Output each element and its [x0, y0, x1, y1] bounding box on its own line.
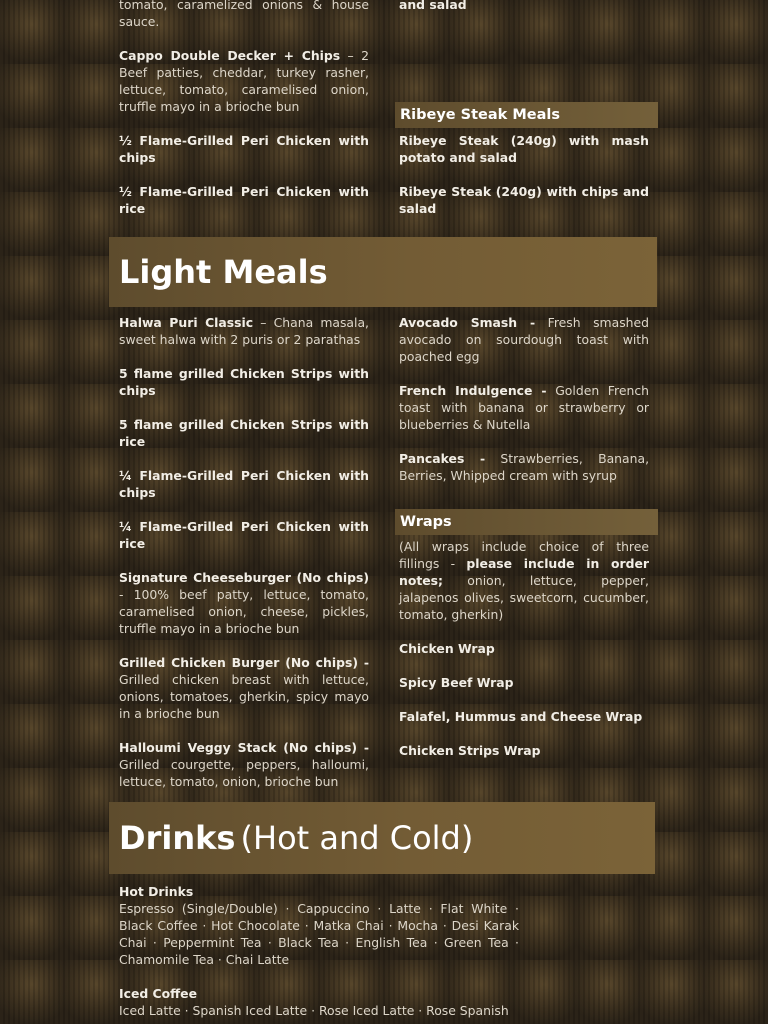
menu-item — [119, 518, 369, 552]
section-title-light-meals: Light Meals — [119, 253, 328, 291]
menu-item-name: 5 flame grilled Chicken Strips with chips — [119, 366, 369, 398]
menu-item — [119, 365, 369, 399]
menu-item-name: ¼ Flame-Grilled Peri Chicken with rice — [119, 519, 369, 551]
menu-item-name: Spicy Beef Wrap — [399, 675, 514, 690]
menu-item-name: Chicken Wrap — [399, 641, 495, 656]
section-title-drinks: Drinks — [119, 819, 236, 857]
menu-item-name: Halwa Puri Classic — [119, 315, 254, 330]
menu-item — [119, 654, 369, 722]
menu-item-name: Ribeye Steak (240g) with chips and salad — [399, 184, 649, 216]
menu-item — [399, 382, 649, 433]
menu-item-desc-fragment: tomato, caramelized onions & house sauce. — [119, 0, 369, 29]
menu-item-name: ½ Flame-Grilled Peri Chicken with rice — [119, 184, 369, 216]
light-meals-left-column — [119, 314, 369, 790]
wraps-note-emphasis: please include in order notes; — [399, 556, 649, 588]
menu-item — [119, 183, 369, 217]
menu-item-desc: Strawberries, Banana, Berries, Whipped cream with syrup — [399, 451, 650, 483]
menu-item-name: 5 flame grilled Chicken Strips with rice — [119, 417, 369, 449]
menu-item-name: Pancakes - — [399, 451, 486, 466]
menu-item-name: Signature Cheeseburger (No chips) — [119, 570, 369, 585]
drinks-content — [119, 883, 519, 1019]
wraps-note-text: (All wraps include choice of three fillings - — [399, 539, 649, 571]
menu-item-name: ½ Flame-Grilled Peri Chicken with chips — [119, 133, 369, 165]
drinks-banner — [109, 802, 655, 874]
menu-item-name: Avocado Smash - — [399, 315, 536, 330]
wraps-list — [399, 538, 649, 759]
menu-item-name: ¼ Flame-Grilled Peri Chicken with chips — [119, 468, 369, 500]
section-subtitle-drinks: (Hot and Cold) — [240, 819, 474, 857]
menu-item — [399, 314, 649, 365]
drinks-subheading-iced: Iced Coffee — [119, 986, 197, 1001]
wraps-note — [399, 538, 649, 623]
menu-item-name: Chicken Strips Wrap — [399, 743, 541, 758]
menu-item — [119, 47, 369, 115]
menu-item-fragment: and salad — [399, 0, 467, 12]
menu-item-name: French Indulgence - — [399, 383, 547, 398]
menu-item-name: Ribeye Steak (240g) with mash potato and salad — [399, 133, 649, 165]
drinks-list-iced: Iced Latte · Spanish Iced Latte · Rose Iced Latte · Rose Spanish — [119, 1003, 509, 1018]
menu-item-name: Grilled Chicken Burger (No chips) - — [119, 655, 369, 670]
menu-item-name: Falafel, Hummus and Cheese Wrap — [399, 709, 643, 724]
menu-item-desc: Grilled courgette, peppers, halloumi, lettuce, tomato, onion, brioche bun — [119, 757, 369, 789]
menu-item — [399, 450, 649, 484]
menu-item — [119, 739, 369, 790]
menu-item — [119, 314, 369, 348]
light-meals-banner — [109, 237, 657, 307]
menu-item — [119, 132, 369, 166]
top-left-column — [119, 0, 369, 217]
drinks-subheading-hot: Hot Drinks — [119, 884, 194, 899]
menu-item-desc: Golden French toast with banana or strawberry or blueberries & Nutella — [399, 383, 649, 432]
menu-item — [119, 416, 369, 450]
menu-item-desc: Grilled chicken breast with lettuce, onions, tomatoes, gherkin, spicy mayo in a brioche bun — [119, 672, 369, 721]
light-meals-right-column — [399, 314, 649, 484]
top-right-column — [399, 0, 649, 13]
menu-item-desc: - 100% beef patty, lettuce, tomato, caramelised onion, cheese, pickles, truffle mayo in a brioche bun — [119, 587, 369, 636]
section-title-ribeye: Ribeye Steak Meals — [395, 102, 658, 128]
section-title-wraps: Wraps — [395, 509, 658, 535]
wraps-note-text: onion, lettuce, pepper, jalapenos olives, sweetcorn, cucumber, tomato, gherkin) — [399, 573, 649, 622]
menu-item-name: Cappo Double Decker + Chips — [119, 48, 341, 63]
menu-item-desc: Fresh smashed avocado on sourdough toast with poached egg — [399, 315, 649, 364]
menu-item-desc: – 2 Beef patties, cheddar, turkey rasher, lettuce, tomato, caramelised onion, truffle mayo in a brioche bun — [119, 48, 369, 114]
menu-item — [119, 467, 369, 501]
menu-item-name: Halloumi Veggy Stack (No chips) - — [119, 740, 369, 755]
menu-item-desc: – Chana masala, sweet halwa with 2 puris or 2 parathas — [119, 315, 369, 347]
menu-item — [119, 569, 369, 637]
ribeye-list — [399, 132, 649, 217]
drinks-list-hot: Espresso (Single/Double) · Cappuccino · Latte · Flat White · Black Coffee · Hot Chocolate · Matka Chai · Mocha · Desi Karak Chai · Peppermint Tea · Black Tea · English Tea · Green Tea · Chamomile Tea · Chai Latte — [119, 901, 519, 967]
